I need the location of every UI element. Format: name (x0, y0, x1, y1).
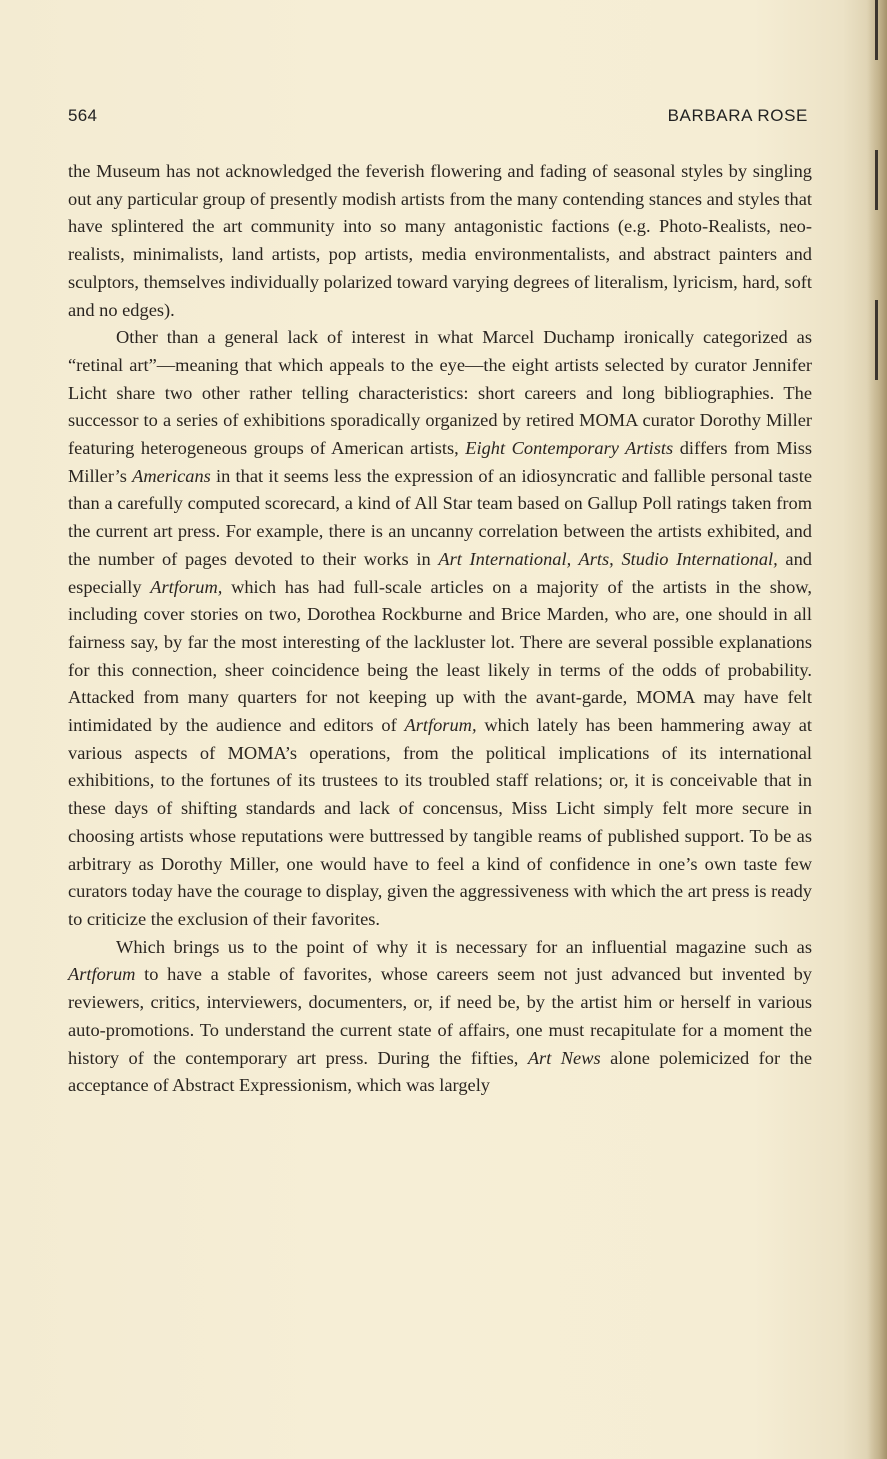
italic-title: Art News (527, 1047, 601, 1068)
body-text (68, 158, 812, 1100)
italic-title: Artforum, (150, 576, 223, 597)
paragraph-2: Other than a general lack of interest in what Marcel Duchamp ironically categorized as “retinal art”—meaning that which appeals to the eye—the eight artists selected by curator Jennifer Licht share two other rather telling characteristics: short careers and long bibliographies. The successor to a series of exhibitions sporadically organized by retired MOMA curator Dorothy Miller featuring heterogeneous groups of American artists, Eight Contemporary Artists differs from Miss Miller’s Americans in that it seems less the expression of an idiosyncratic and fallible personal taste than a carefully computed scorecard, a kind of All Star team based on Gallup Poll ratings taken from the current art press. For example, there is an uncanny correlation between the artists exhibited, and the number of pages devoted to their works in Art International, Arts, Studio International, and especially Artforum, which has had full-scale articles on a majority of the artists in the show, including cover stories on two, Dorothea Rockburne and Brice Marden, who are, one should in all fairness say, by far the most interesting of the lackluster lot. There are several possible explanations for this connection, sheer coincidence being the least likely in terms of the odds of probability. Attacked from many quarters for not keeping up with the avant-garde, MOMA may have felt intimidated by the audience and editors of Artforum, which lately has been hammering away at various aspects of MOMA’s operations, from the political implications of its international exhibitions, to the fortunes of its trustees to its troubled staff relations; or, it is conceivable that in these days of shifting standards and lack of concensus, Miss Licht simply felt more secure in choosing artists whose reputations were buttressed by tangible reams of published support. To be as arbitrary as Dorothy Miller, one would have to feel a kind of confidence in one’s own taste few curators today have the courage to display, given the aggressiveness with which the art press is ready to criticize the exclusion of their favorites. (68, 327, 813, 929)
paragraph-3: Which brings us to the point of why it is necessary for an influential magazine such as Artforum to have a stable of favorites, whose careers seem not just advanced but invented by reviewers, critics, interviewers, documenters, or, if need be, by the artist him or herself in various auto-promotions. To understand the current state of affairs, one must recapitulate for a moment the history of the contemporary art press. During the fifties, Art News alone polemicized for the acceptance of Abstract Expressionism, which was largely (68, 936, 812, 1096)
paragraph-1: the Museum has not acknowledged the feverish flowering and fading of seasonal styles by singling out any particular group of presently modish artists from the many contending stances and styles that have splintered the art community into so many antagonistic factions (e.g. Photo-Realists, neo-realists, minimalists, land artists, pop artists, media environmentalists, and abstract painters and sculptors, themselves individually polarized toward varying degrees of literalism, lyricism, hard, soft and no edges). (68, 161, 812, 320)
italic-title: Artforum (68, 964, 136, 985)
binding-edge-mark (875, 0, 878, 60)
running-head: BARBARA ROSE (667, 106, 808, 125)
binding-edge-mark (875, 150, 878, 210)
italic-title: Art International, Arts, Studio International, (438, 548, 778, 569)
page-number: 564 (68, 106, 98, 125)
page-edge-shadow (867, 0, 887, 1459)
page-header (68, 106, 808, 130)
italic-title: Americans (132, 465, 211, 486)
italic-title: Eight Contemporary Artists (465, 438, 674, 459)
italic-title: Artforum, (404, 715, 477, 736)
binding-edge-mark (875, 300, 878, 380)
